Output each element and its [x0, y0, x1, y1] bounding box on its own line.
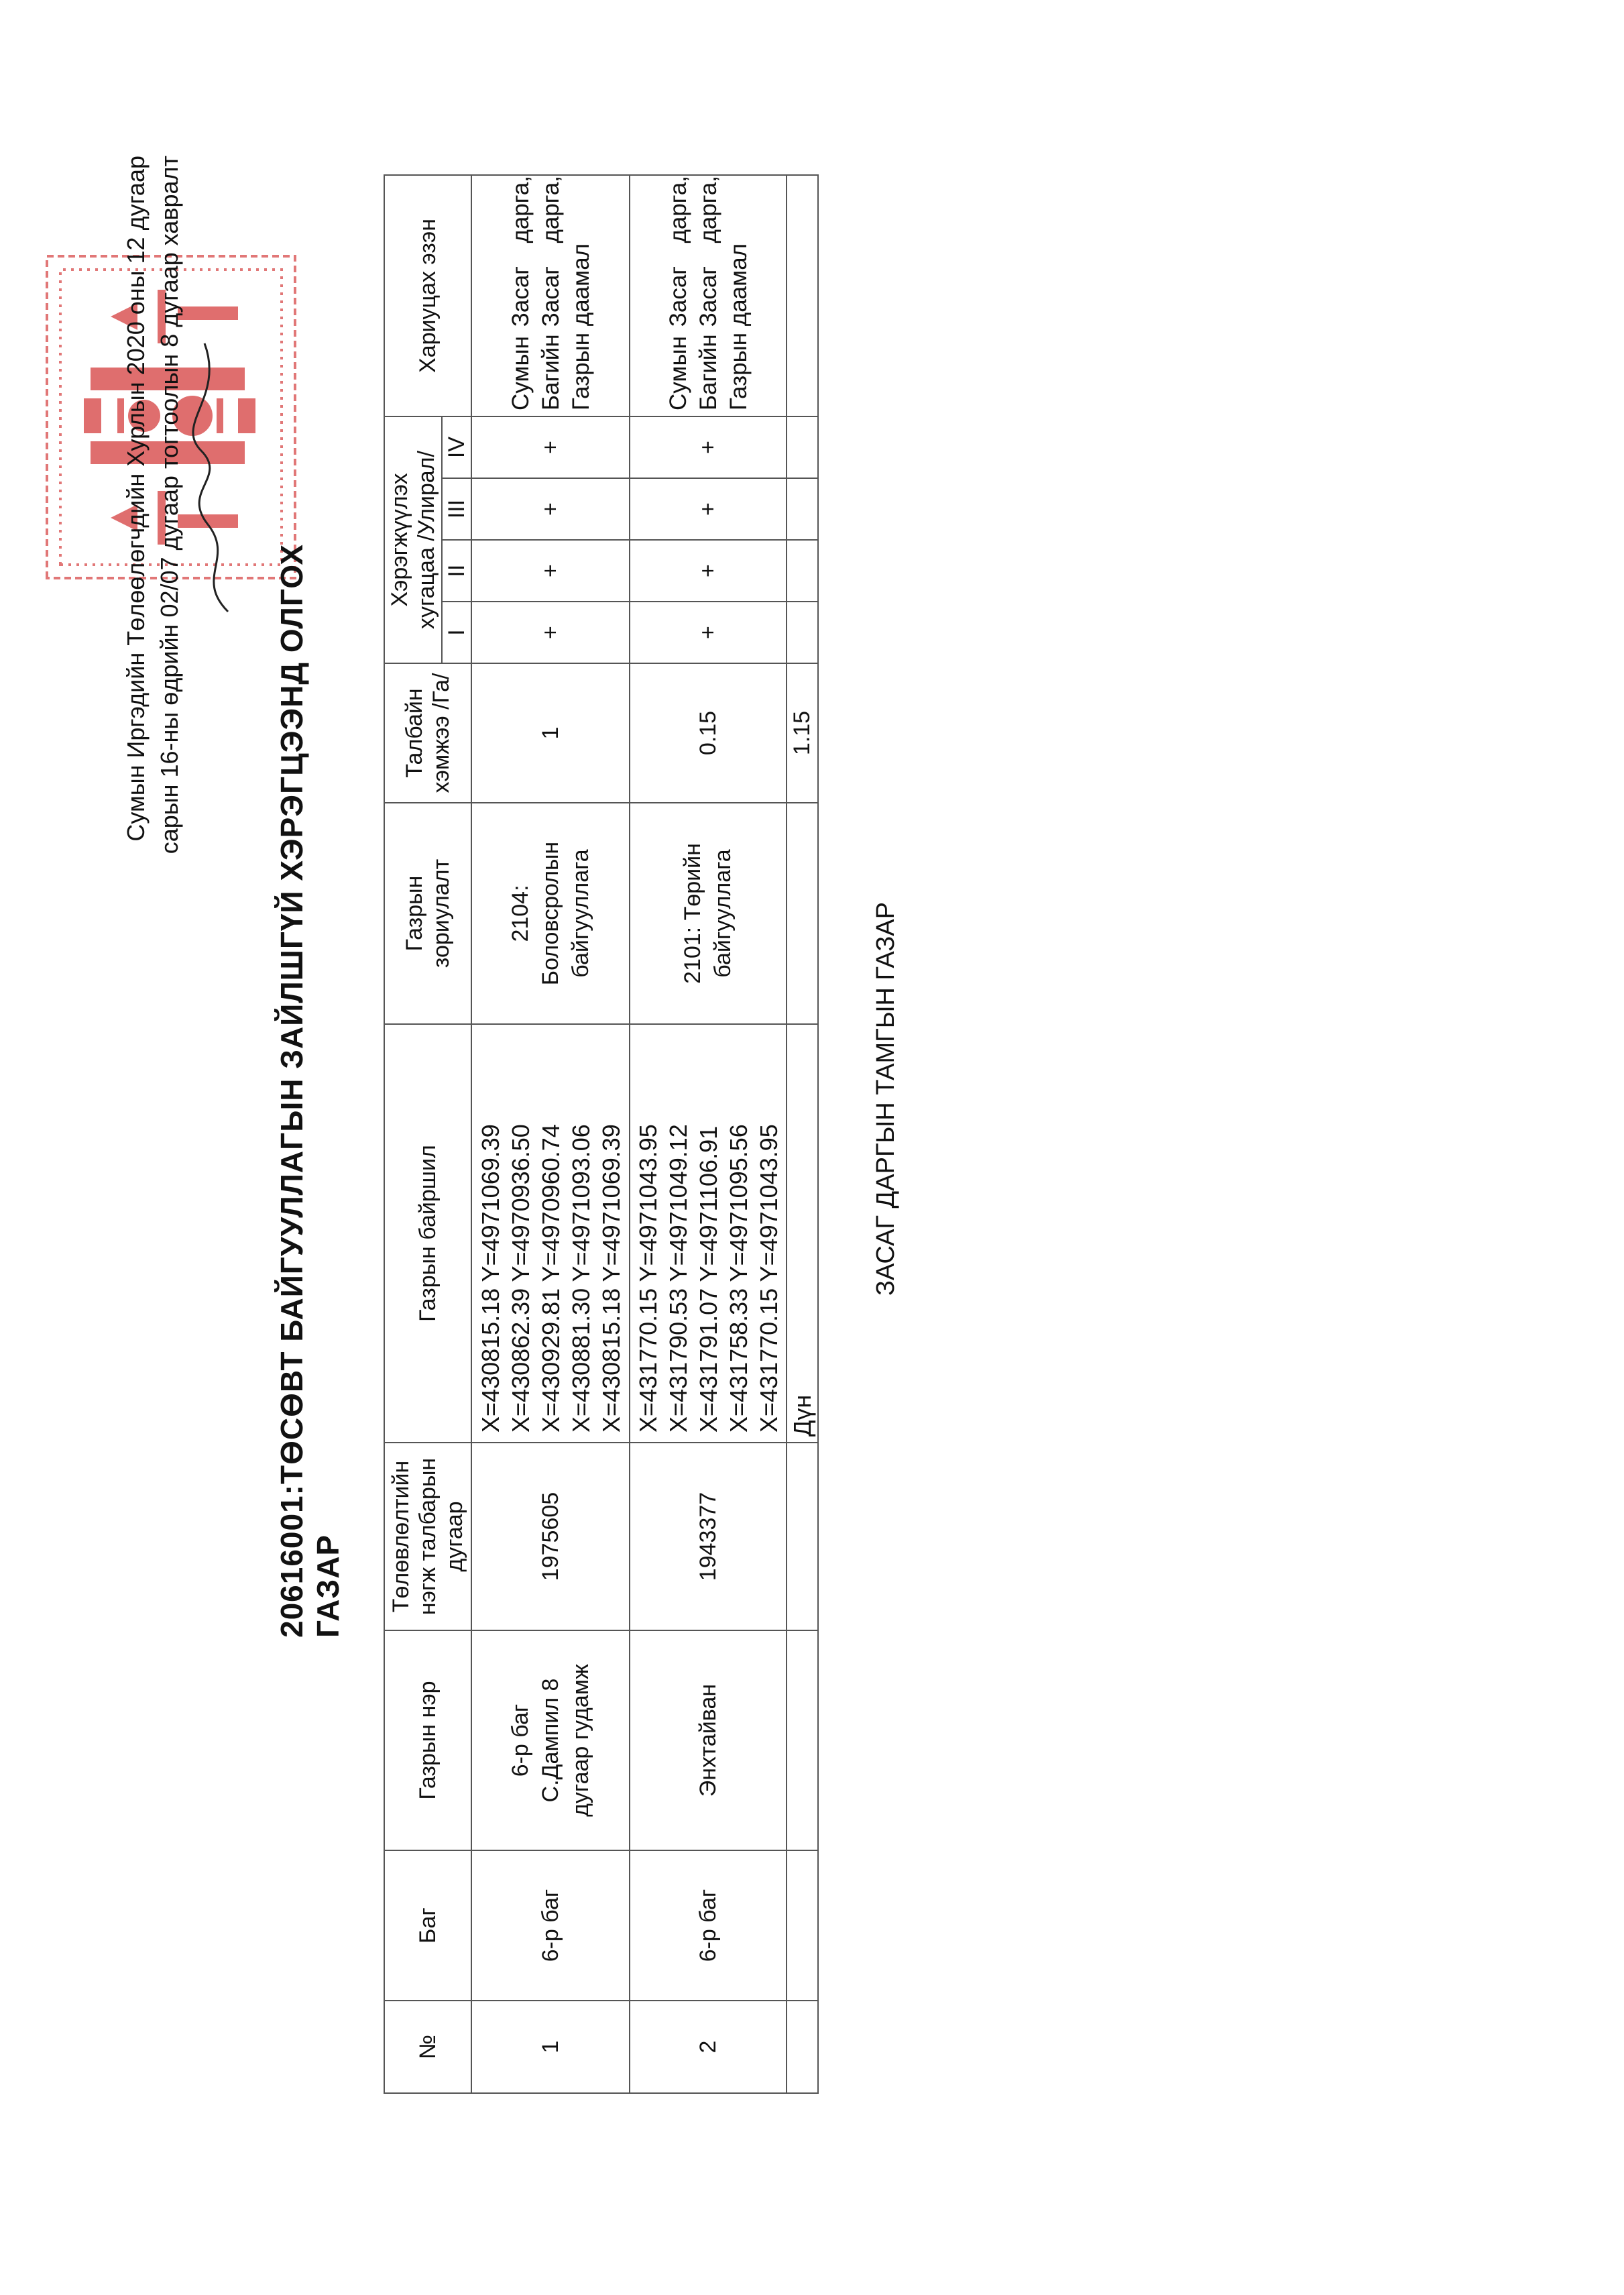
coordinate-pair: X=430815.18 Y=4971069.39	[476, 1124, 504, 1433]
header-period-line-2: хугацаа /Улирал/	[414, 450, 439, 629]
resolution-reference	[119, 156, 186, 927]
header-quarter-3: III	[442, 478, 471, 540]
header-place-name: Газрын нэр	[384, 1630, 471, 1850]
purpose-line: 2101: Төрийн	[680, 843, 705, 984]
row-coordinates	[630, 1024, 787, 1443]
header-parcel-line-1: Төлөвлөлтийн	[388, 1460, 414, 1613]
row-num: 1	[471, 2001, 630, 2093]
row-bag: 6-р баг	[471, 1850, 630, 2001]
row-quarter-1-mark: +	[630, 602, 787, 663]
place-name-line: С.Дампил 8	[537, 1678, 563, 1803]
responsible-role: дарга,	[537, 176, 564, 243]
row-quarter-1-mark: +	[471, 602, 630, 663]
place-name-line: дугаар гудамж	[567, 1664, 593, 1817]
header-parcel-number	[384, 1443, 471, 1630]
table-row	[630, 175, 787, 2093]
row-responsible	[630, 175, 787, 416]
row-quarter-2-mark: +	[630, 540, 787, 602]
row-num: 2	[630, 2001, 787, 2093]
purpose-line: Боловсролын	[537, 841, 563, 986]
responsible-line	[536, 176, 566, 410]
place-name-line: Энхтайван	[695, 1683, 721, 1797]
header-parcel-line-2: нэгж талбарын	[415, 1457, 441, 1616]
header-responsible: Хариуцах эзэн	[384, 175, 471, 416]
row-place-name	[471, 1630, 630, 1850]
issuing-office: ЗАСАГ ДАРГЫН ТАМГЫН ГАЗАР	[872, 902, 900, 1296]
row-coordinates	[471, 1024, 630, 1443]
purpose-line: байгууллага	[710, 849, 736, 978]
row-purpose	[471, 803, 630, 1024]
responsible-unit: Газрын даамал	[567, 243, 594, 410]
responsible-office: Засаг	[507, 266, 534, 327]
header-area-line-2: хэмжээ /Га/	[428, 673, 454, 793]
coordinate-pair: X=431770.15 Y=4971043.95	[634, 1124, 662, 1433]
row-quarter-2-mark: +	[471, 540, 630, 602]
row-purpose	[630, 803, 787, 1024]
row-quarter-4-mark: +	[630, 416, 787, 478]
coordinate-pair: X=431790.53 Y=4971049.12	[664, 1124, 692, 1433]
row-area: 1	[471, 663, 630, 803]
responsible-unit: Багийн	[537, 334, 564, 410]
responsible-line	[506, 176, 536, 410]
row-parcel-number: 1975605	[471, 1443, 630, 1630]
header-parcel-line-3: дугаар	[442, 1501, 467, 1572]
table-row	[471, 175, 630, 2093]
row-quarter-4-mark: +	[471, 416, 630, 478]
row-responsible	[471, 175, 630, 416]
place-name-line: 6-р баг	[507, 1703, 533, 1777]
responsible-line	[693, 176, 723, 410]
row-bag: 6-р баг	[630, 1850, 787, 2001]
purpose-line: 2104:	[507, 885, 533, 942]
header-bag: Баг	[384, 1850, 471, 2001]
coordinate-pair: X=430815.18 Y=4971069.39	[597, 1124, 625, 1433]
row-quarter-3-mark: +	[471, 478, 630, 540]
row-parcel-number: 1943377	[630, 1443, 787, 1630]
row-area: 0.15	[630, 663, 787, 803]
header-area	[384, 663, 471, 803]
resolution-line-2: сарын 16-ны өдрийн 02/07 дугаар тогтоолын 8 дугаар хавралт	[156, 156, 183, 854]
responsible-line	[663, 176, 693, 410]
total-area: 1.15	[787, 663, 818, 803]
responsible-unit: Сумын	[507, 336, 534, 410]
purpose-line: байгууллага	[567, 849, 593, 978]
coordinate-pair: X=430881.30 Y=4971093.06	[567, 1124, 595, 1433]
responsible-role: дарга,	[507, 176, 534, 243]
header-quarter-4: IV	[442, 416, 471, 478]
coordinate-pair: X=431770.15 Y=4971043.95	[754, 1124, 782, 1433]
responsible-office: Засаг	[695, 266, 721, 327]
header-purpose-line-1: Газрын	[402, 875, 427, 952]
header-quarter-2: II	[442, 540, 471, 602]
land-allocation-table	[384, 174, 819, 2094]
coordinate-pair: X=430862.39 Y=4970936.50	[506, 1124, 534, 1433]
header-location: Газрын байршил	[384, 1024, 471, 1443]
header-num: №	[384, 2001, 471, 2093]
coordinate-pair: X=431791.07 Y=4971106.91	[694, 1125, 722, 1433]
responsible-line	[723, 176, 754, 410]
responsible-line	[566, 176, 596, 410]
row-place-name	[630, 1630, 787, 1850]
header-purpose	[384, 803, 471, 1024]
responsible-unit: Сумын	[664, 336, 691, 410]
responsible-unit: Газрын даамал	[725, 243, 752, 410]
resolution-line-1: Сумын Иргэдийн Төлөөлөгчдийн Хурлын 2020 оны 12 дугаар	[122, 156, 150, 842]
responsible-role: дарга,	[695, 176, 721, 243]
coordinate-pair: X=430929.81 Y=4970960.74	[536, 1124, 565, 1433]
handwritten-signature	[188, 337, 241, 618]
header-period-line-1: Хэрэгжүүлэх	[387, 473, 412, 607]
responsible-unit: Багийн	[695, 334, 721, 410]
row-quarter-3-mark: +	[630, 478, 787, 540]
total-row	[787, 175, 818, 2093]
header-quarter-1: I	[442, 602, 471, 663]
responsible-office: Засаг	[664, 266, 691, 327]
responsible-role: дарга,	[664, 176, 691, 243]
document-title: 20616001:ТӨСӨВТ БАЙГУУЛЛАГЫН ЗАЙЛШГҮЙ ХЭРЭГЦЭЭНД ОЛГОХ ГАЗАР	[274, 543, 345, 1638]
coordinate-pair: X=431758.33 Y=4971095.56	[724, 1124, 752, 1433]
header-area-line-1: Талбайн	[402, 688, 427, 778]
header-purpose-line-2: зориулалт	[428, 858, 454, 968]
responsible-office: Засаг	[537, 266, 564, 327]
header-period	[384, 416, 442, 663]
total-label: Дүн	[787, 1024, 818, 1443]
